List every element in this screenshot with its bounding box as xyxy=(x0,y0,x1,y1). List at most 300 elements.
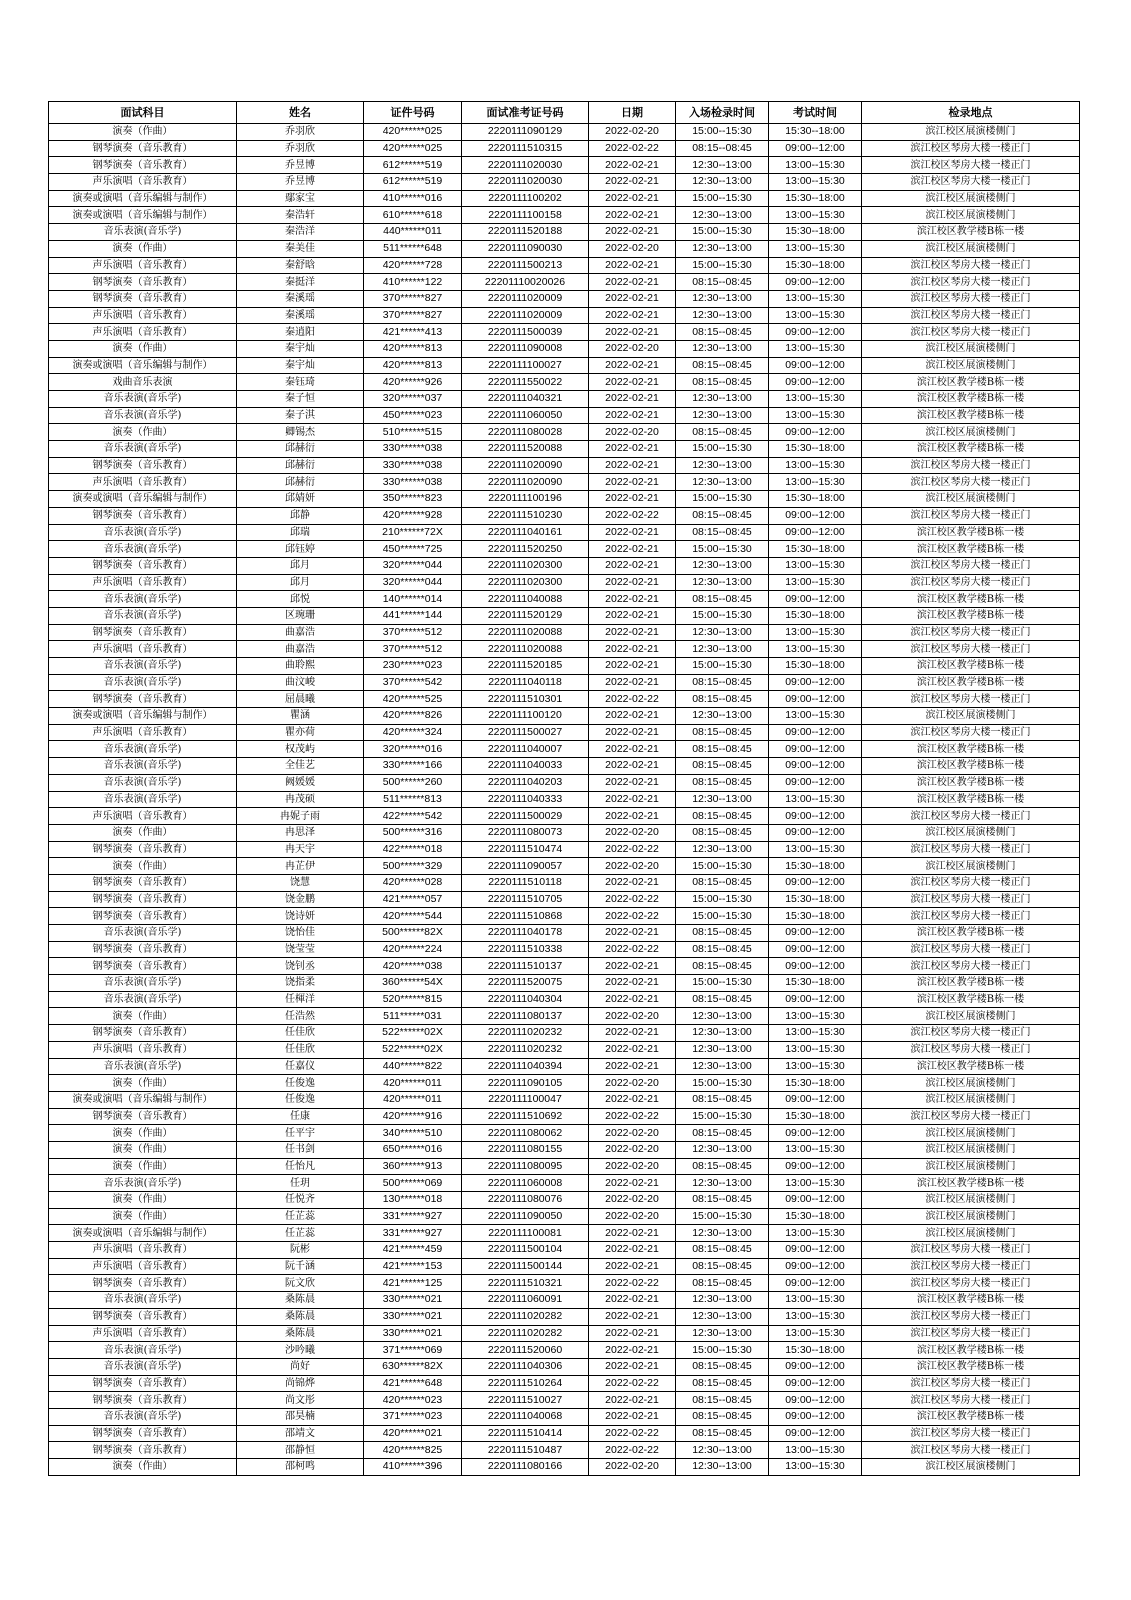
name-cell: 阮文欣 xyxy=(237,1275,364,1292)
admission-number-cell: 2220111060050 xyxy=(462,407,589,424)
table-row xyxy=(49,190,1080,207)
location-cell: 滨江校区琴房大楼一楼正门 xyxy=(862,557,1080,574)
table-row xyxy=(49,474,1080,491)
table-row xyxy=(49,808,1080,825)
subject-cell: 声乐演唱（音乐教育） xyxy=(49,641,237,658)
checkin-time-cell: 15:00--15:30 xyxy=(676,1108,769,1125)
exam-time-cell: 15:30--18:00 xyxy=(769,975,862,992)
date-cell: 2022-02-22 xyxy=(589,941,676,958)
date-cell: 2022-02-21 xyxy=(589,991,676,1008)
id-number-cell: 370******512 xyxy=(364,624,462,641)
exam-time-cell: 15:30--18:00 xyxy=(769,541,862,558)
table-row xyxy=(49,1225,1080,1242)
date-cell: 2022-02-20 xyxy=(589,240,676,257)
exam-time-cell: 09:00--12:00 xyxy=(769,374,862,391)
name-cell: 瞿亦荷 xyxy=(237,724,364,741)
subject-cell: 演奏（作曲） xyxy=(49,1008,237,1025)
date-cell: 2022-02-22 xyxy=(589,1275,676,1292)
name-cell: 饶莹莹 xyxy=(237,941,364,958)
subject-cell: 钢琴演奏（音乐教育） xyxy=(49,891,237,908)
admission-number-cell: 2220111520088 xyxy=(462,441,589,458)
exam-time-cell: 09:00--12:00 xyxy=(769,724,862,741)
id-number-cell: 420******813 xyxy=(364,357,462,374)
checkin-time-cell: 12:30--13:00 xyxy=(676,1058,769,1075)
checkin-time-cell: 12:30--13:00 xyxy=(676,174,769,191)
exam-time-cell: 15:30--18:00 xyxy=(769,1075,862,1092)
location-cell: 滨江校区琴房大楼一楼正门 xyxy=(862,1375,1080,1392)
checkin-time-cell: 15:00--15:30 xyxy=(676,1342,769,1359)
location-cell: 滨江校区琴房大楼一楼正门 xyxy=(862,1325,1080,1342)
table-row xyxy=(49,1408,1080,1425)
exam-time-cell: 09:00--12:00 xyxy=(769,991,862,1008)
id-number-cell: 210******72X xyxy=(364,524,462,541)
subject-cell: 音乐表演(音乐学) xyxy=(49,1358,237,1375)
name-cell: 任怡凡 xyxy=(237,1158,364,1175)
subject-cell: 演奏（作曲） xyxy=(49,1208,237,1225)
exam-time-cell: 13:00--15:30 xyxy=(769,1175,862,1192)
subject-cell: 钢琴演奏（音乐教育） xyxy=(49,874,237,891)
checkin-time-cell: 08:15--08:45 xyxy=(676,507,769,524)
admission-number-cell: 2220111500144 xyxy=(462,1258,589,1275)
date-cell: 2022-02-21 xyxy=(589,1225,676,1242)
id-number-cell: 422******018 xyxy=(364,841,462,858)
location-cell: 滨江校区琴房大楼一楼正门 xyxy=(862,174,1080,191)
location-cell: 滨江校区展演楼侧门 xyxy=(862,1158,1080,1175)
name-cell: 瞿涵 xyxy=(237,708,364,725)
location-cell: 滨江校区教学楼B栋一楼 xyxy=(862,407,1080,424)
admission-number-cell: 2220111510705 xyxy=(462,891,589,908)
date-cell: 2022-02-21 xyxy=(589,574,676,591)
name-cell: 曲嘉浩 xyxy=(237,624,364,641)
exam-schedule-sheet xyxy=(48,101,1079,1476)
id-number-cell: 330******038 xyxy=(364,457,462,474)
subject-cell: 钢琴演奏（音乐教育） xyxy=(49,1392,237,1409)
admission-number-cell: 2220111040161 xyxy=(462,524,589,541)
location-cell: 滨江校区教学楼B栋一楼 xyxy=(862,1058,1080,1075)
checkin-time-cell: 15:00--15:30 xyxy=(676,491,769,508)
location-cell: 滨江校区琴房大楼一楼正门 xyxy=(862,324,1080,341)
subject-cell: 声乐演唱（音乐教育） xyxy=(49,324,237,341)
table-row xyxy=(49,1308,1080,1325)
subject-cell: 钢琴演奏（音乐教育） xyxy=(49,958,237,975)
table-row xyxy=(49,574,1080,591)
name-cell: 任俊逸 xyxy=(237,1075,364,1092)
exam-time-cell: 13:00--15:30 xyxy=(769,574,862,591)
location-cell: 滨江校区展演楼侧门 xyxy=(862,424,1080,441)
exam-time-cell: 13:00--15:30 xyxy=(769,557,862,574)
subject-cell: 音乐表演(音乐学) xyxy=(49,407,237,424)
name-cell: 冉芷伊 xyxy=(237,858,364,875)
location-cell: 滨江校区展演楼侧门 xyxy=(862,207,1080,224)
table-row xyxy=(49,174,1080,191)
exam-time-cell: 13:00--15:30 xyxy=(769,1292,862,1309)
subject-cell: 钢琴演奏（音乐教育） xyxy=(49,507,237,524)
id-number-cell: 450******023 xyxy=(364,407,462,424)
name-cell: 任浩然 xyxy=(237,1008,364,1025)
date-cell: 2022-02-21 xyxy=(589,1175,676,1192)
id-number-cell: 420******928 xyxy=(364,507,462,524)
exam-time-cell: 09:00--12:00 xyxy=(769,324,862,341)
table-row xyxy=(49,908,1080,925)
exam-time-cell: 09:00--12:00 xyxy=(769,741,862,758)
location-cell: 滨江校区展演楼侧门 xyxy=(862,1008,1080,1025)
table-row xyxy=(49,1358,1080,1375)
checkin-time-cell: 12:30--13:00 xyxy=(676,841,769,858)
date-cell: 2022-02-22 xyxy=(589,1442,676,1459)
checkin-time-cell: 15:00--15:30 xyxy=(676,975,769,992)
id-number-cell: 420******826 xyxy=(364,708,462,725)
table-row xyxy=(49,1141,1080,1158)
subject-cell: 音乐表演(音乐学) xyxy=(49,1175,237,1192)
id-number-cell: 510******515 xyxy=(364,424,462,441)
table-row xyxy=(49,1292,1080,1309)
checkin-time-cell: 08:15--08:45 xyxy=(676,324,769,341)
table-row xyxy=(49,1075,1080,1092)
subject-cell: 演奏或演唱（音乐编辑与制作） xyxy=(49,1225,237,1242)
exam-time-cell: 09:00--12:00 xyxy=(769,774,862,791)
exam-time-cell: 13:00--15:30 xyxy=(769,1141,862,1158)
admission-number-cell: 2220111020232 xyxy=(462,1041,589,1058)
checkin-time-cell: 08:15--08:45 xyxy=(676,808,769,825)
table-row xyxy=(49,1125,1080,1142)
admission-number-cell: 2220111520075 xyxy=(462,975,589,992)
exam-time-cell: 13:00--15:30 xyxy=(769,1442,862,1459)
header-name: 姓名 xyxy=(237,102,364,124)
exam-time-cell: 13:00--15:30 xyxy=(769,307,862,324)
table-row xyxy=(49,224,1080,241)
admission-number-cell: 2220111510321 xyxy=(462,1275,589,1292)
id-number-cell: 421******125 xyxy=(364,1275,462,1292)
admission-number-cell: 2220111020232 xyxy=(462,1025,589,1042)
admission-number-cell: 2220111040033 xyxy=(462,758,589,775)
admission-number-cell: 2220111020088 xyxy=(462,624,589,641)
table-row xyxy=(49,441,1080,458)
admission-number-cell: 2220111040007 xyxy=(462,741,589,758)
location-cell: 滨江校区教学楼B栋一楼 xyxy=(862,674,1080,691)
name-cell: 沙吟曦 xyxy=(237,1342,364,1359)
id-number-cell: 330******021 xyxy=(364,1308,462,1325)
checkin-time-cell: 12:30--13:00 xyxy=(676,207,769,224)
date-cell: 2022-02-21 xyxy=(589,708,676,725)
checkin-time-cell: 15:00--15:30 xyxy=(676,891,769,908)
subject-cell: 音乐表演(音乐学) xyxy=(49,758,237,775)
table-row xyxy=(49,407,1080,424)
date-cell: 2022-02-21 xyxy=(589,607,676,624)
admission-number-cell: 2220111510118 xyxy=(462,874,589,891)
date-cell: 2022-02-21 xyxy=(589,1292,676,1309)
table-row xyxy=(49,1008,1080,1025)
subject-cell: 音乐表演(音乐学) xyxy=(49,224,237,241)
name-cell: 秦子恒 xyxy=(237,391,364,408)
exam-time-cell: 13:00--15:30 xyxy=(769,240,862,257)
table-row xyxy=(49,1442,1080,1459)
subject-cell: 钢琴演奏（音乐教育） xyxy=(49,290,237,307)
table-row xyxy=(49,724,1080,741)
location-cell: 滨江校区教学楼B栋一楼 xyxy=(862,991,1080,1008)
subject-cell: 音乐表演(音乐学) xyxy=(49,925,237,942)
table-row xyxy=(49,591,1080,608)
name-cell: 邵静恒 xyxy=(237,1442,364,1459)
exam-time-cell: 15:30--18:00 xyxy=(769,1208,862,1225)
admission-number-cell: 2220111100081 xyxy=(462,1225,589,1242)
checkin-time-cell: 12:30--13:00 xyxy=(676,791,769,808)
table-row xyxy=(49,274,1080,291)
subject-cell: 演奏（作曲） xyxy=(49,824,237,841)
id-number-cell: 440******011 xyxy=(364,224,462,241)
exam-time-cell: 09:00--12:00 xyxy=(769,1125,862,1142)
name-cell: 任悦齐 xyxy=(237,1192,364,1209)
checkin-time-cell: 08:15--08:45 xyxy=(676,274,769,291)
id-number-cell: 340******510 xyxy=(364,1125,462,1142)
date-cell: 2022-02-22 xyxy=(589,908,676,925)
location-cell: 滨江校区教学楼B栋一楼 xyxy=(862,925,1080,942)
admission-number-cell: 2220111510137 xyxy=(462,958,589,975)
location-cell: 滨江校区琴房大楼一楼正门 xyxy=(862,841,1080,858)
exam-time-cell: 09:00--12:00 xyxy=(769,1425,862,1442)
subject-cell: 音乐表演(音乐学) xyxy=(49,541,237,558)
subject-cell: 声乐演唱（音乐教育） xyxy=(49,257,237,274)
admission-number-cell: 2220111020009 xyxy=(462,307,589,324)
checkin-time-cell: 12:30--13:00 xyxy=(676,1459,769,1476)
admission-number-cell: 2220111500029 xyxy=(462,808,589,825)
subject-cell: 钢琴演奏（音乐教育） xyxy=(49,140,237,157)
location-cell: 滨江校区琴房大楼一楼正门 xyxy=(862,474,1080,491)
checkin-time-cell: 08:15--08:45 xyxy=(676,140,769,157)
id-number-cell: 420******011 xyxy=(364,1075,462,1092)
location-cell: 滨江校区展演楼侧门 xyxy=(862,1141,1080,1158)
checkin-time-cell: 08:15--08:45 xyxy=(676,741,769,758)
admission-number-cell: 2220111020300 xyxy=(462,557,589,574)
location-cell: 滨江校区展演楼侧门 xyxy=(862,1459,1080,1476)
admission-number-cell: 2220111040178 xyxy=(462,925,589,942)
exam-time-cell: 15:30--18:00 xyxy=(769,607,862,624)
exam-time-cell: 13:00--15:30 xyxy=(769,290,862,307)
name-cell: 全佳艺 xyxy=(237,758,364,775)
table-row xyxy=(49,1192,1080,1209)
table-row xyxy=(49,1175,1080,1192)
table-row xyxy=(49,607,1080,624)
checkin-time-cell: 08:15--08:45 xyxy=(676,1125,769,1142)
table-row xyxy=(49,941,1080,958)
checkin-time-cell: 12:30--13:00 xyxy=(676,574,769,591)
exam-time-cell: 15:30--18:00 xyxy=(769,491,862,508)
date-cell: 2022-02-22 xyxy=(589,1108,676,1125)
id-number-cell: 350******823 xyxy=(364,491,462,508)
table-row xyxy=(49,324,1080,341)
date-cell: 2022-02-22 xyxy=(589,691,676,708)
checkin-time-cell: 08:15--08:45 xyxy=(676,1425,769,1442)
exam-time-cell: 09:00--12:00 xyxy=(769,1392,862,1409)
checkin-time-cell: 12:30--13:00 xyxy=(676,1225,769,1242)
name-cell: 饶怡佳 xyxy=(237,925,364,942)
subject-cell: 声乐演唱（音乐教育） xyxy=(49,174,237,191)
name-cell: 曲聆熙 xyxy=(237,658,364,675)
id-number-cell: 612******519 xyxy=(364,157,462,174)
exam-time-cell: 15:30--18:00 xyxy=(769,658,862,675)
table-row xyxy=(49,1392,1080,1409)
table-row xyxy=(49,124,1080,141)
checkin-time-cell: 08:15--08:45 xyxy=(676,774,769,791)
admission-number-cell: 2220111020090 xyxy=(462,457,589,474)
date-cell: 2022-02-22 xyxy=(589,1375,676,1392)
id-number-cell: 360******54X xyxy=(364,975,462,992)
location-cell: 滨江校区教学楼B栋一楼 xyxy=(862,374,1080,391)
date-cell: 2022-02-20 xyxy=(589,1192,676,1209)
location-cell: 滨江校区教学楼B栋一楼 xyxy=(862,1358,1080,1375)
table-row xyxy=(49,975,1080,992)
location-cell: 滨江校区琴房大楼一楼正门 xyxy=(862,1108,1080,1125)
name-cell: 邱婧妍 xyxy=(237,491,364,508)
checkin-time-cell: 08:15--08:45 xyxy=(676,1375,769,1392)
location-cell: 滨江校区琴房大楼一楼正门 xyxy=(862,1308,1080,1325)
location-cell: 滨江校区教学楼B栋一楼 xyxy=(862,741,1080,758)
location-cell: 滨江校区琴房大楼一楼正门 xyxy=(862,691,1080,708)
location-cell: 滨江校区展演楼侧门 xyxy=(862,124,1080,141)
table-row xyxy=(49,1275,1080,1292)
location-cell: 滨江校区琴房大楼一楼正门 xyxy=(862,457,1080,474)
exam-time-cell: 13:00--15:30 xyxy=(769,1058,862,1075)
table-row xyxy=(49,925,1080,942)
table-row xyxy=(49,641,1080,658)
location-cell: 滨江校区教学楼B栋一楼 xyxy=(862,774,1080,791)
subject-cell: 演奏或演唱（音乐编辑与制作） xyxy=(49,190,237,207)
exam-time-cell: 13:00--15:30 xyxy=(769,1041,862,1058)
checkin-time-cell: 12:30--13:00 xyxy=(676,1292,769,1309)
location-cell: 滨江校区展演楼侧门 xyxy=(862,1091,1080,1108)
checkin-time-cell: 12:30--13:00 xyxy=(676,457,769,474)
checkin-time-cell: 08:15--08:45 xyxy=(676,424,769,441)
subject-cell: 演奏（作曲） xyxy=(49,124,237,141)
subject-cell: 演奏或演唱（音乐编辑与制作） xyxy=(49,357,237,374)
exam-time-cell: 13:00--15:30 xyxy=(769,791,862,808)
table-row xyxy=(49,507,1080,524)
location-cell: 滨江校区展演楼侧门 xyxy=(862,858,1080,875)
subject-cell: 演奏或演唱（音乐编辑与制作） xyxy=(49,1091,237,1108)
name-cell: 任楎洋 xyxy=(237,991,364,1008)
admission-number-cell: 2220111060091 xyxy=(462,1292,589,1309)
date-cell: 2022-02-21 xyxy=(589,391,676,408)
table-row xyxy=(49,491,1080,508)
id-number-cell: 330******166 xyxy=(364,758,462,775)
subject-cell: 音乐表演(音乐学) xyxy=(49,1292,237,1309)
table-row xyxy=(49,1058,1080,1075)
admission-number-cell: 2220111040088 xyxy=(462,591,589,608)
exam-time-cell: 13:00--15:30 xyxy=(769,207,862,224)
name-cell: 任芷蕊 xyxy=(237,1208,364,1225)
date-cell: 2022-02-20 xyxy=(589,858,676,875)
exam-time-cell: 09:00--12:00 xyxy=(769,1275,862,1292)
date-cell: 2022-02-21 xyxy=(589,774,676,791)
checkin-time-cell: 15:00--15:30 xyxy=(676,607,769,624)
date-cell: 2022-02-21 xyxy=(589,491,676,508)
checkin-time-cell: 08:15--08:45 xyxy=(676,1408,769,1425)
location-cell: 滨江校区琴房大楼一楼正门 xyxy=(862,1275,1080,1292)
exam-time-cell: 09:00--12:00 xyxy=(769,424,862,441)
location-cell: 滨江校区展演楼侧门 xyxy=(862,491,1080,508)
name-cell: 邱瑞 xyxy=(237,524,364,541)
exam-time-cell: 13:00--15:30 xyxy=(769,1308,862,1325)
subject-cell: 声乐演唱（音乐教育） xyxy=(49,574,237,591)
date-cell: 2022-02-20 xyxy=(589,124,676,141)
exam-time-cell: 09:00--12:00 xyxy=(769,1258,862,1275)
date-cell: 2022-02-21 xyxy=(589,324,676,341)
table-row xyxy=(49,824,1080,841)
date-cell: 2022-02-21 xyxy=(589,674,676,691)
subject-cell: 钢琴演奏（音乐教育） xyxy=(49,624,237,641)
table-row xyxy=(49,1041,1080,1058)
name-cell: 任玥 xyxy=(237,1175,364,1192)
exam-time-cell: 15:30--18:00 xyxy=(769,1108,862,1125)
subject-cell: 声乐演唱（音乐教育） xyxy=(49,307,237,324)
id-number-cell: 320******037 xyxy=(364,391,462,408)
header-id-number: 证件号码 xyxy=(364,102,462,124)
date-cell: 2022-02-21 xyxy=(589,975,676,992)
date-cell: 2022-02-21 xyxy=(589,207,676,224)
admission-number-cell: 2220111080073 xyxy=(462,824,589,841)
admission-number-cell: 2220111100047 xyxy=(462,1091,589,1108)
admission-number-cell: 2220111080062 xyxy=(462,1125,589,1142)
exam-time-cell: 15:30--18:00 xyxy=(769,441,862,458)
id-number-cell: 330******038 xyxy=(364,441,462,458)
table-row xyxy=(49,424,1080,441)
date-cell: 2022-02-21 xyxy=(589,1242,676,1259)
checkin-time-cell: 12:30--13:00 xyxy=(676,1175,769,1192)
name-cell: 卿锡杰 xyxy=(237,424,364,441)
name-cell: 屈晨曦 xyxy=(237,691,364,708)
id-number-cell: 422******542 xyxy=(364,808,462,825)
table-row xyxy=(49,691,1080,708)
location-cell: 滨江校区展演楼侧门 xyxy=(862,1075,1080,1092)
name-cell: 任佳欣 xyxy=(237,1025,364,1042)
name-cell: 邱悦 xyxy=(237,591,364,608)
admission-number-cell: 2220111500104 xyxy=(462,1242,589,1259)
admission-number-cell: 2220111080095 xyxy=(462,1158,589,1175)
location-cell: 滨江校区教学楼B栋一楼 xyxy=(862,591,1080,608)
date-cell: 2022-02-21 xyxy=(589,407,676,424)
checkin-time-cell: 08:15--08:45 xyxy=(676,691,769,708)
date-cell: 2022-02-21 xyxy=(589,741,676,758)
exam-time-cell: 15:30--18:00 xyxy=(769,224,862,241)
id-number-cell: 370******542 xyxy=(364,674,462,691)
id-number-cell: 420******813 xyxy=(364,340,462,357)
name-cell: 饶钊丞 xyxy=(237,958,364,975)
name-cell: 秦溪瑶 xyxy=(237,290,364,307)
checkin-time-cell: 12:30--13:00 xyxy=(676,240,769,257)
date-cell: 2022-02-21 xyxy=(589,791,676,808)
subject-cell: 钢琴演奏（音乐教育） xyxy=(49,1425,237,1442)
subject-cell: 演奏（作曲） xyxy=(49,340,237,357)
admission-number-cell: 2220111020300 xyxy=(462,574,589,591)
exam-time-cell: 09:00--12:00 xyxy=(769,1358,862,1375)
name-cell: 秦宇灿 xyxy=(237,340,364,357)
checkin-time-cell: 12:30--13:00 xyxy=(676,290,769,307)
admission-number-cell: 2220111090105 xyxy=(462,1075,589,1092)
name-cell: 饶指柔 xyxy=(237,975,364,992)
date-cell: 2022-02-21 xyxy=(589,557,676,574)
table-row xyxy=(49,841,1080,858)
name-cell: 邱月 xyxy=(237,574,364,591)
location-cell: 滨江校区琴房大楼一楼正门 xyxy=(862,140,1080,157)
date-cell: 2022-02-21 xyxy=(589,1025,676,1042)
exam-time-cell: 13:00--15:30 xyxy=(769,624,862,641)
id-number-cell: 440******822 xyxy=(364,1058,462,1075)
name-cell: 乔昱博 xyxy=(237,157,364,174)
location-cell: 滨江校区展演楼侧门 xyxy=(862,824,1080,841)
date-cell: 2022-02-20 xyxy=(589,1158,676,1175)
table-row xyxy=(49,1091,1080,1108)
exam-time-cell: 13:00--15:30 xyxy=(769,841,862,858)
exam-time-cell: 09:00--12:00 xyxy=(769,674,862,691)
